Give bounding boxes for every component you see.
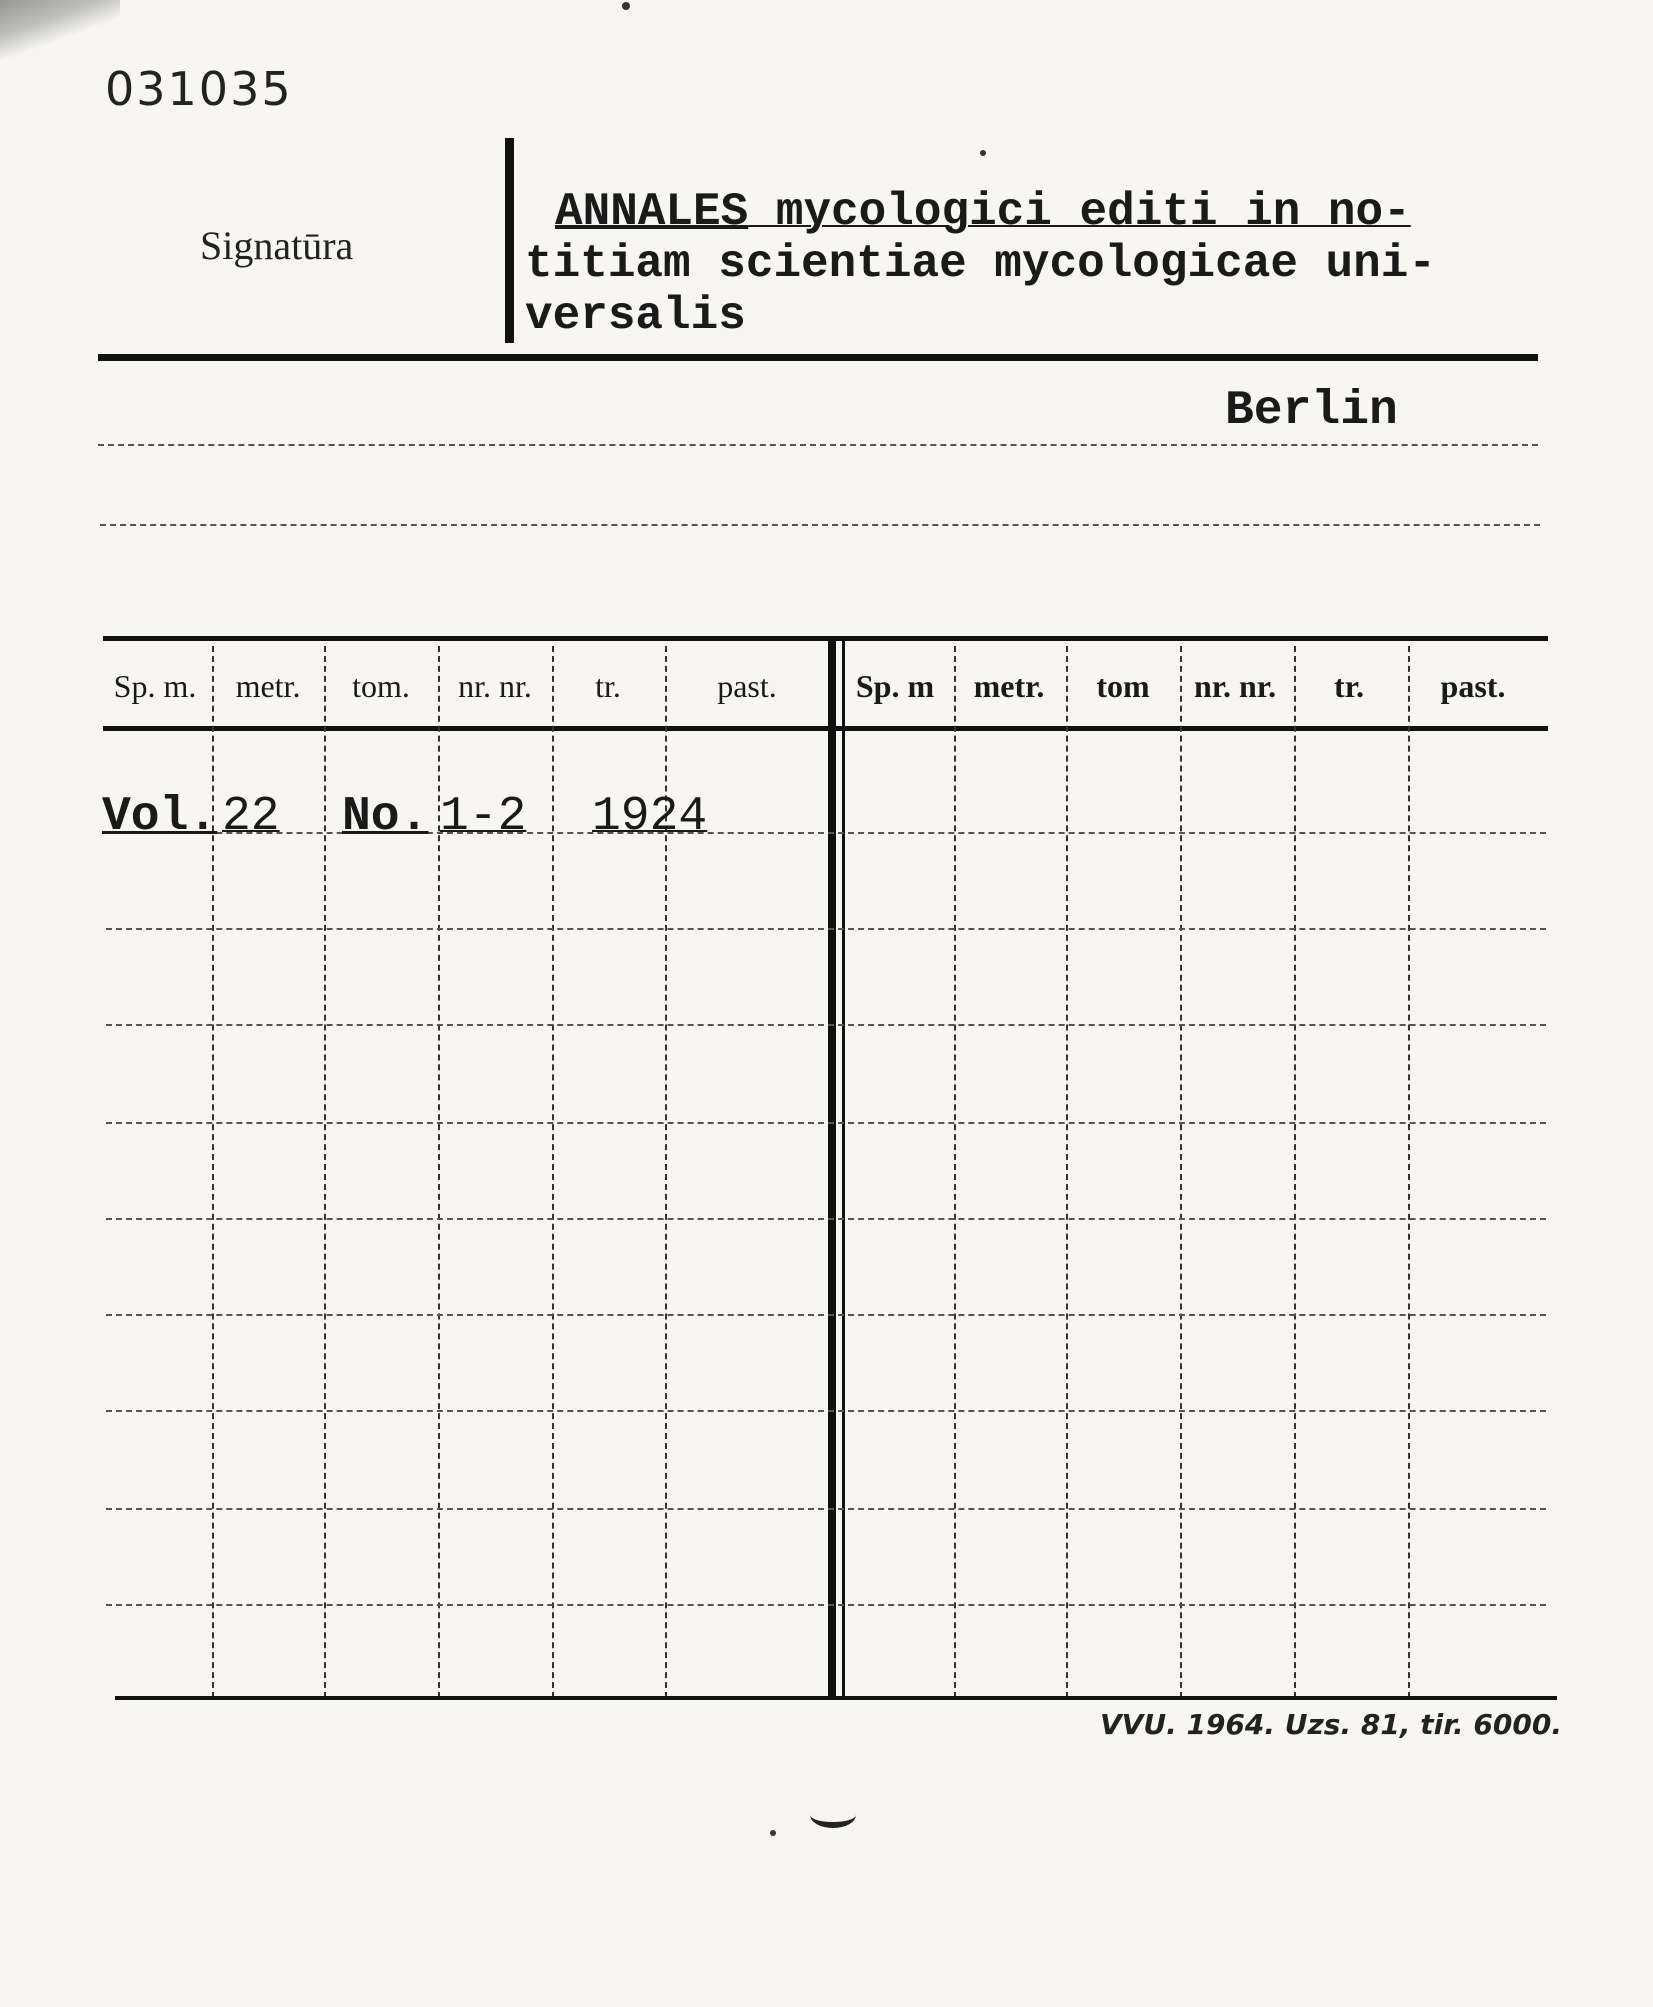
col-line: [552, 646, 554, 1698]
cell-issue-numbers: 1-2: [440, 790, 527, 844]
scan-speck: [770, 1830, 776, 1836]
col-head-past-right: past.: [1440, 668, 1506, 704]
description-line: [98, 444, 1538, 446]
col-head-tom: tom.: [352, 668, 410, 704]
scan-speck: [810, 1802, 856, 1828]
col-head-nr-nr: nr. nr.: [458, 668, 532, 704]
table-bottom-rule: [115, 1696, 1557, 1700]
title-line-3: versalis: [525, 290, 746, 342]
header-rule: [98, 354, 1538, 361]
col-head-nr-nr-right: nr. nr.: [1193, 668, 1277, 704]
col-line: [1180, 646, 1182, 1698]
row-line: [106, 1604, 1546, 1606]
scan-speck: [622, 2, 630, 10]
cell-year: 1924: [592, 790, 708, 844]
scan-smudge: [0, 0, 120, 60]
col-head-metr: metr.: [235, 668, 301, 704]
cell-vol: Vol.: [102, 790, 218, 844]
row-line: [106, 1024, 1546, 1026]
cell-volume-number: 22: [222, 790, 280, 844]
printer-imprint: VVU. 1964. Uzs. 81, tir. 6000.: [1100, 1708, 1562, 1741]
col-head-tom-right: tom: [1096, 668, 1150, 704]
row-line: [106, 1122, 1546, 1124]
place-of-publication: Berlin: [1225, 384, 1398, 438]
table-top-rule: [103, 636, 1548, 641]
scan-speck: [980, 150, 986, 156]
header-divider: [505, 138, 514, 343]
row-line: [106, 832, 1546, 834]
table-header-rule: [103, 726, 1548, 731]
title-line-2: titiam scientiae mycologicae uni-: [525, 238, 1436, 290]
col-line: [1066, 646, 1068, 1698]
title-lead: ANNALES: [555, 186, 749, 238]
col-line: [1294, 646, 1296, 1698]
center-divider: [828, 640, 836, 1700]
col-line: [954, 646, 956, 1698]
row-line: [106, 1508, 1546, 1510]
row-line: [106, 1410, 1546, 1412]
description-line: [100, 524, 1540, 526]
card-number: 031035: [105, 62, 293, 116]
col-line: [1408, 646, 1410, 1698]
col-line: [324, 646, 326, 1698]
center-divider-inner: [842, 640, 845, 1700]
title-block: [525, 186, 1545, 342]
col-head-sp-m: Sp. m.: [113, 668, 197, 704]
cell-no: No.: [342, 790, 429, 844]
col-head-tr-right: tr.: [1334, 668, 1364, 704]
signatura-label: Signatūra: [200, 223, 354, 268]
col-head-sp-m-right: Sp. m: [855, 668, 935, 704]
col-head-metr-right: metr.: [973, 668, 1045, 704]
title-line-1: ANNALES mycologici editi in no-: [555, 186, 1411, 238]
row-line: [106, 1218, 1546, 1220]
row-line: [106, 1314, 1546, 1316]
col-head-tr: tr.: [595, 668, 621, 704]
col-head-past: past.: [717, 668, 777, 704]
row-line: [106, 928, 1546, 930]
